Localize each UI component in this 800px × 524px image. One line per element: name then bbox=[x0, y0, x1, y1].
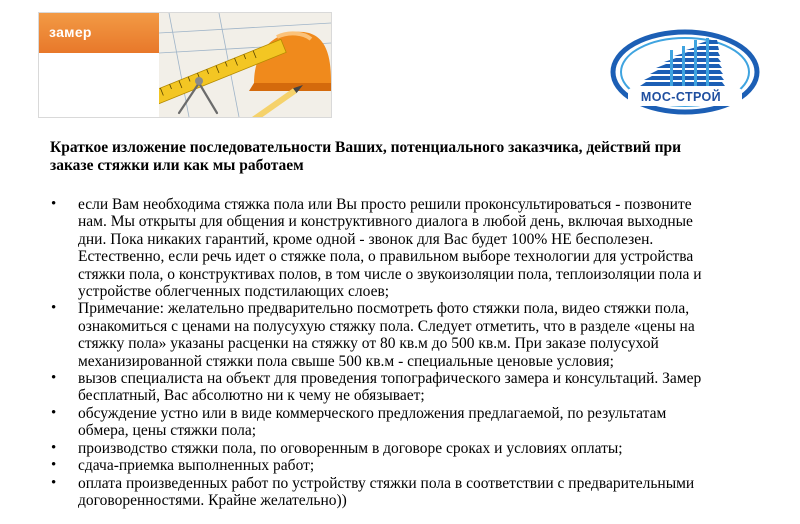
bullet-icon: • bbox=[51, 370, 57, 387]
list-item-line: Примечание: желательно предварительно посмотреть фото стяжки пола, видео стяжки пола, bbox=[78, 300, 690, 318]
bullet-icon: • bbox=[51, 439, 57, 456]
list-item-line: обмера, цены стяжки пола; bbox=[78, 422, 257, 440]
list-item-line: устройстве облегченных подстилающих слоев; bbox=[78, 283, 390, 301]
bullet-icon: • bbox=[51, 457, 57, 474]
list-item-line: оплата произведенных работ по устройству стяжки пола в соответствии с предварительными bbox=[78, 474, 695, 492]
list-item-line: бесплатный, Вас абсолютно ни к чему не обязывает; bbox=[78, 387, 425, 405]
list-item-line: стяжки пола, о конструктивах полов, в том числе о звукоизоляции пола, теплоизоляции пола и bbox=[78, 265, 702, 283]
list-item bbox=[50, 440, 760, 457]
company-logo bbox=[610, 20, 760, 120]
list-item-line: стяжку пола» указаны расценки на стяжку от 80 кв.м до 500 кв.м. При заказе полусухой bbox=[78, 335, 659, 353]
bullet-icon: • bbox=[51, 300, 57, 317]
list-item bbox=[50, 405, 760, 440]
logo-wordmark: МОС-СТРОЙ bbox=[640, 90, 722, 104]
steps-list bbox=[50, 196, 760, 509]
list-item-line: ознакомиться с ценами на полусухую стяжку пола. Следует отметить, что в разделе «цены на bbox=[78, 317, 695, 335]
heading-line: заказе стяжки или как мы работаем bbox=[50, 157, 304, 174]
list-item-line: обсуждение устно или в виде коммерческого предложения предлагаемой, по результатам bbox=[78, 404, 667, 422]
list-item-line: механизированной стяжки пола свыше 500 кв.м - специальные ценовые условия; bbox=[78, 352, 614, 370]
banner-tab bbox=[39, 13, 172, 53]
list-item-line: производство стяжки пола, по оговоренным в договоре сроках и условиях оплаты; bbox=[78, 439, 623, 457]
bullet-icon: • bbox=[51, 474, 57, 491]
list-item-line: договоренностями. Крайне желательно)) bbox=[78, 491, 347, 509]
list-item bbox=[50, 196, 760, 300]
list-item bbox=[50, 457, 760, 474]
list-item bbox=[50, 475, 760, 510]
page-heading bbox=[50, 139, 750, 175]
list-item-line: сдача-приемка выполненных работ; bbox=[78, 457, 315, 475]
bullet-icon: • bbox=[51, 404, 57, 421]
heading-line: Краткое изложение последовательности Ваших, потенциального заказчика, действий при bbox=[50, 139, 682, 156]
banner-tab-label: замер bbox=[49, 24, 92, 40]
banner-image bbox=[38, 12, 332, 118]
measuring-tools-illustration bbox=[159, 13, 331, 117]
banner-blank-panel bbox=[39, 53, 173, 117]
list-item-line: вызов специалиста на объект для проведения топографического замера и консультаций. Замер bbox=[78, 370, 702, 388]
list-item bbox=[50, 300, 760, 370]
list-item-line: если Вам необходима стяжка пола или Вы просто решили проконсультироваться - позвоните bbox=[78, 196, 692, 213]
list-item-line: дни. Пока никаких гарантий, кроме одной - звонок для Вас будет 100% НЕ бесполезен. bbox=[78, 230, 654, 248]
bullet-icon: • bbox=[51, 196, 57, 212]
list-item bbox=[50, 370, 760, 405]
list-item-line: Естественно, если речь идет о стяжке пола, о правильном выборе технологии для устройства bbox=[78, 248, 694, 266]
list-item-line: нам. Мы открыты для общения и конструктивного диалога в любой день, включая выходные bbox=[78, 213, 693, 231]
